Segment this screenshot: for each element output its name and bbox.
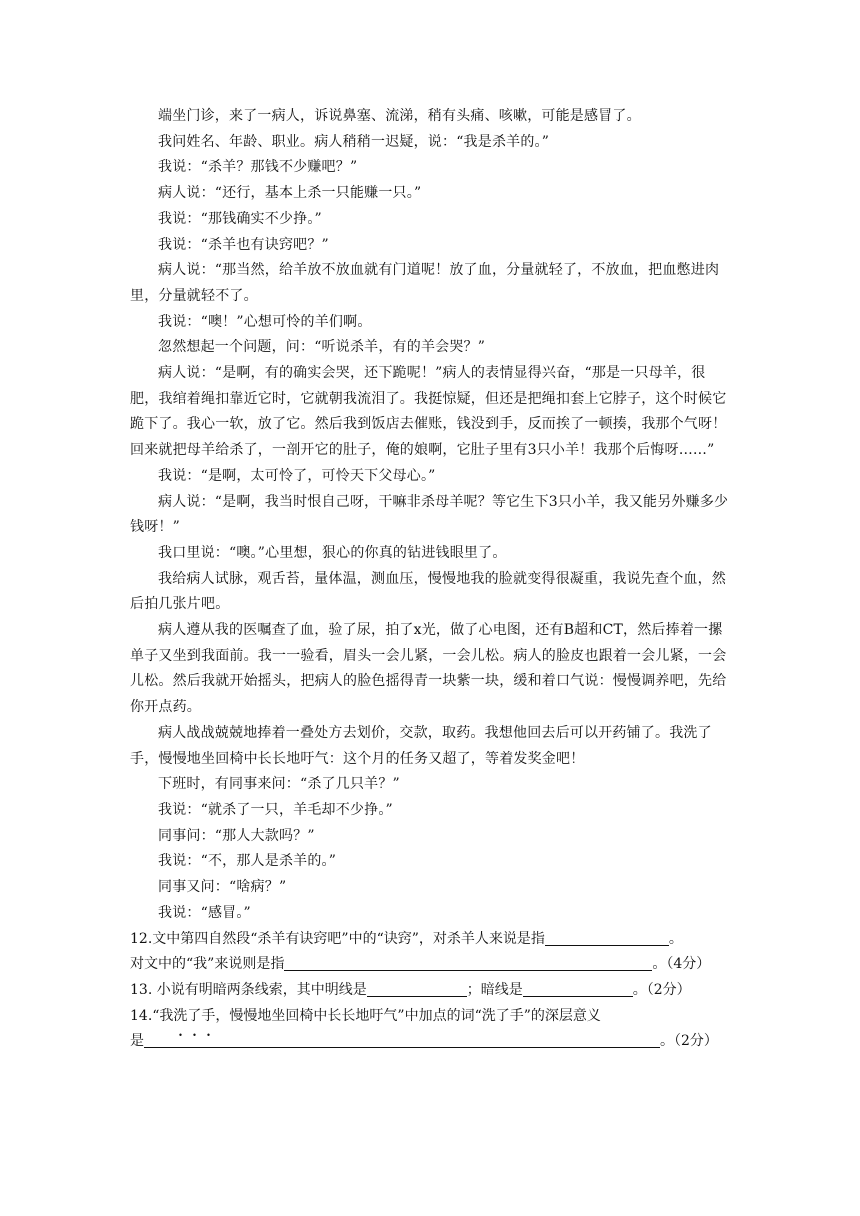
passage-body [130,104,730,1055]
question-14-score: 。（2分） [660,1033,718,1050]
paragraph: 下班时，有同事来问：“杀了几只羊？” [158,776,400,793]
paragraph: 我说：“感冒。” [158,904,251,921]
paragraph: 端坐门诊，来了一病人，诉说鼻塞、流涕，稍有头痛、咳嗽，可能是感冒了。 [158,108,641,124]
paragraph: 我口里说：“噢。”心里想，狠心的你真的钻进钱眼里了。 [158,544,507,561]
answer-blank-12b[interactable] [284,954,652,971]
paragraph: 我说：“就杀了一只，羊毛却不少挣。” [158,801,393,818]
paragraph: 病人说：“是啊，我当时恨自己呀，干嘛非杀母羊呢？等它生下3只小羊，我又能另外赚多少钱呀！” [130,493,729,536]
paragraph: 病人战战兢兢地捧着一叠处方去划价，交款，取药。我想他回去后可以开药铺了。我洗了手，慢慢地坐回椅中长长地吁气：这个月的任务又超了，等着发奖金吧！ [130,724,712,767]
question-14-prompt: 14.“我 [130,1007,174,1024]
question-12-prompt-2: 对文中的“我”来说则是指 [130,956,285,973]
paragraph: 我说：“那钱确实不少挣。” [158,210,322,227]
dotted-char: 了 [187,1007,202,1024]
question-12 [130,927,730,978]
dotted-char: 手 [201,1007,216,1024]
answer-blank-14[interactable] [144,1031,660,1048]
paragraph: 我说：“是啊，太可怜了，可怜天下父母心。” [158,467,436,484]
paragraph: 我说：“杀羊？那钱不少赚吧？” [158,159,358,176]
dotted-char: 洗 [173,1007,188,1024]
question-14-prompt-rest: ，慢慢地坐回椅中长长地吁气”中加点的词“洗了手”的深层意义 [215,1007,601,1024]
question-13-score: 。（2分） [632,981,691,998]
question-13 [130,978,730,1004]
question-14-prompt-2: 是 [130,1033,144,1050]
question-13-middle: ；暗线是 [466,981,523,998]
paragraph: 我说：“噢！”心想可怜的羊们啊。 [158,313,372,330]
question-12-punct: 。 [668,930,683,947]
question-12-prompt: 12.文中第四自然段“杀羊有诀窍吧”中的“诀窍”，对杀羊人来说是指 [130,930,545,947]
paragraph: 病人说：“是啊，有的确实会哭，还下跪呢！”病人的表情显得兴奋，“那是一只母羊，很肥，我绾着绳扣靠近它时，它就朝我流泪了。我挺惊疑，但还是把绳扣套上它脖子，这个时候它跪下了。我心一软，放了它。然后我到饭店去催账，钱没到手，反而挨了一顿揍，我那个气呀！回来就把母羊给杀了，一剖开它的肚子，俺的娘啊，它肚子里有3只小羊！我那个后悔呀……” [130,365,727,459]
paragraph: 忽然想起一个问题，问：“听说杀羊，有的羊会哭？” [158,339,486,356]
paragraph: 病人说：“那当然，给羊放不放血就有门道呢！放了血，分量就轻了，不放血，把血憋进肉里，分量就轻不了。 [130,262,720,304]
paragraph: 病人遵从我的医嘱查了血，验了尿，拍了x光，做了心电图，还有B超和CT，然后捧着一摞单子又坐到我面前。我一一验看，眉头一会儿紧，一会儿松。病人的脸皮也跟着一会儿紧，一会儿松。然后我就开始摇头，把病人的脸色摇得青一块紫一块，缓和着口气说：慢慢调养吧，先给你开点药。 [130,622,727,716]
question-12-score: 。（4分） [652,956,711,973]
answer-blank-13a[interactable] [367,980,467,997]
paragraph: 我给病人试脉，观舌苔，量体温，测血压，慢慢地我的脸就变得很凝重，我说先查个血，然后拍几张片吧。 [130,570,726,613]
paragraph: 我问姓名、年龄、职业。病人稍稍一迟疑，说：“我是杀羊的。” [158,133,550,150]
answer-blank-12a[interactable] [545,929,669,946]
paragraph: 病人说：“还行，基本上杀一只能赚一只。” [158,185,422,202]
question-14 [130,1004,730,1055]
answer-blank-13b[interactable] [523,980,633,997]
paragraph: 同事问：“那人大款吗？” [158,827,315,844]
question-13-prompt: 13. 小说有明暗两条线索，其中明线是 [130,981,367,998]
paragraph: 我说：“不，那人是杀羊的。” [158,853,337,870]
paragraph: 我说：“杀羊也有诀窍吧？” [158,236,329,253]
paragraph: 同事又问：“啥病？” [158,879,287,896]
